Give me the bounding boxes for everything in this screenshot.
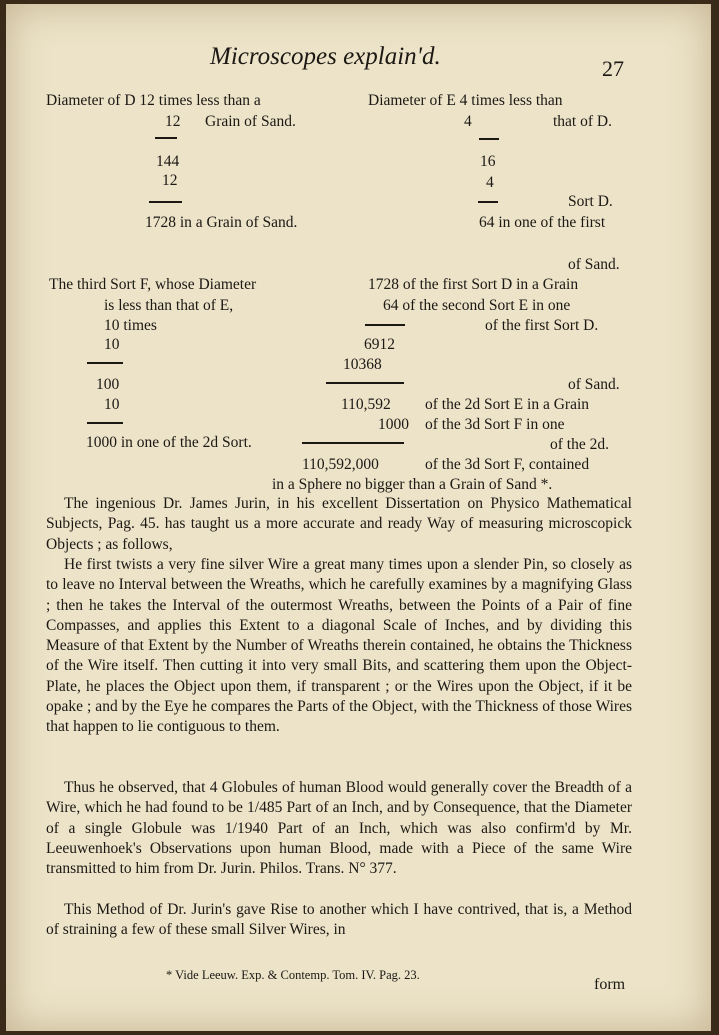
calc-f-line1: The third Sort F, whose Diameter — [49, 276, 257, 293]
calc-10368: 10368 — [343, 356, 382, 373]
calc-rule — [87, 362, 123, 364]
calc-e-4: 4 — [464, 113, 472, 130]
calc-rule — [365, 324, 405, 326]
paragraph-method: He first twists a very fine silver Wire a great many times upon a slender Pin, so closely as to leave no Interval between the Wreaths, which he carefully examines by a magnifying Glass ; then he takes the Interval of the outermost Wreaths, between the Points of a Pair of fine Compasses, and applies this Extent to a diagonal Scale of Inches, and by dividing this Measure of that Extent by the Number of Wreaths therein contained, he obtains the Thickness of the Wire itself. Then cutting it into very small Bits, and scattering them upon the Object-Plate, he places the Object upon them, if transparent ; or the Wires upon the Object, if it be opake ; and by the Eye he compares the Parts of the Object, with the Thickness of those Wires that happen to lie contiguous to them. — [46, 556, 632, 736]
calc-r1000-text: of the 3d Sort F in one — [425, 416, 565, 433]
calc-d-grain: Grain of Sand. — [205, 113, 296, 130]
paragraph-contrived: This Method of Dr. Jurin's gave Rise to another which I have contrived, that is, a Method of straining a few of these small Silver Wires, in — [46, 901, 632, 939]
calc-r64b: of the first Sort D. — [485, 317, 599, 334]
calc-110592000: 110,592,000 — [302, 456, 379, 473]
calc-f-line2: is less than that of E, — [104, 297, 234, 314]
paragraph-jurin: The ingenious Dr. James Jurin, in his excellent Dissertation on Physico Mathematical Subjects, Pag. 45. has taught us a more accurate and ready Way of measuring microscopick Objects ; as follows, — [46, 495, 632, 553]
book-page — [6, 4, 711, 1031]
calc-r1728: 1728 of the first Sort D in a Grain — [368, 276, 579, 293]
calc-e-thatofd: that of D. — [553, 113, 612, 130]
calc-110592000-text: of the 3d Sort F, contained — [425, 456, 590, 473]
calc-rule — [155, 137, 177, 139]
calc-rule — [479, 138, 499, 140]
calc-64: 64 in one of the first — [479, 214, 606, 231]
calc-110592: 110,592 — [341, 396, 391, 413]
calc-110592-text: of the 2d Sort E in a Grain — [425, 396, 590, 413]
calc-ofsand-2: of Sand. — [568, 376, 620, 393]
calc-f-line4: 10 — [104, 336, 120, 353]
calc-4: 4 — [486, 174, 494, 191]
calc-d-line1: Diameter of D 12 times less than a — [46, 92, 261, 109]
calc-rule — [326, 382, 404, 384]
calc-1000: 1000 in one of the 2d Sort. — [86, 434, 252, 451]
calc-rule — [87, 422, 123, 424]
calc-6912: 6912 — [364, 336, 395, 353]
calc-144: 144 — [156, 153, 180, 170]
calc-rule — [149, 201, 182, 203]
calc-e-line1: Diameter of E 4 times less than — [368, 92, 563, 109]
calc-d-12: 12 — [165, 113, 181, 130]
calc-12: 12 — [162, 172, 178, 189]
calc-sphere: in a Sphere no bigger than a Grain of Sand *. — [272, 476, 553, 493]
calc-r64: 64 of the second Sort E in one — [383, 297, 571, 314]
calc-16: 16 — [480, 153, 496, 170]
calc-r1000: 1000 — [378, 416, 409, 433]
footnote: * Vide Leeuw. Exp. & Contemp. Tom. IV. Pag. 23. — [166, 968, 420, 982]
calc-1728: 1728 in a Grain of Sand. — [145, 214, 298, 231]
calc-rule — [478, 201, 498, 203]
page-number: 27 — [602, 56, 624, 81]
calc-100: 100 — [96, 376, 120, 393]
calc-f-line3: 10 times — [104, 317, 157, 334]
paragraph-blood: Thus he observed, that 4 Globules of human Blood would generally cover the Breadth of a Wire, which he had found to be 1/485 Part of an Inch, and by Consequence, that the Diameter of a single Globule was 1/1940 Part of an Inch, which was also confirm'd by Mr. Leeuwenhoek's Observations upon human Blood, made with a Piece of the same Wire transmitted to him from Dr. Jurin. Philos. Trans. N° 377. — [46, 779, 632, 878]
calc-sortd: Sort D. — [568, 193, 613, 210]
calc-rule — [302, 442, 404, 444]
calc-10: 10 — [104, 396, 120, 413]
calc-ofsand-1: of Sand. — [568, 256, 620, 273]
running-header: Microscopes explain'd. — [210, 43, 441, 70]
calc-of2d: of the 2d. — [550, 436, 609, 453]
catchword: form — [594, 976, 626, 993]
